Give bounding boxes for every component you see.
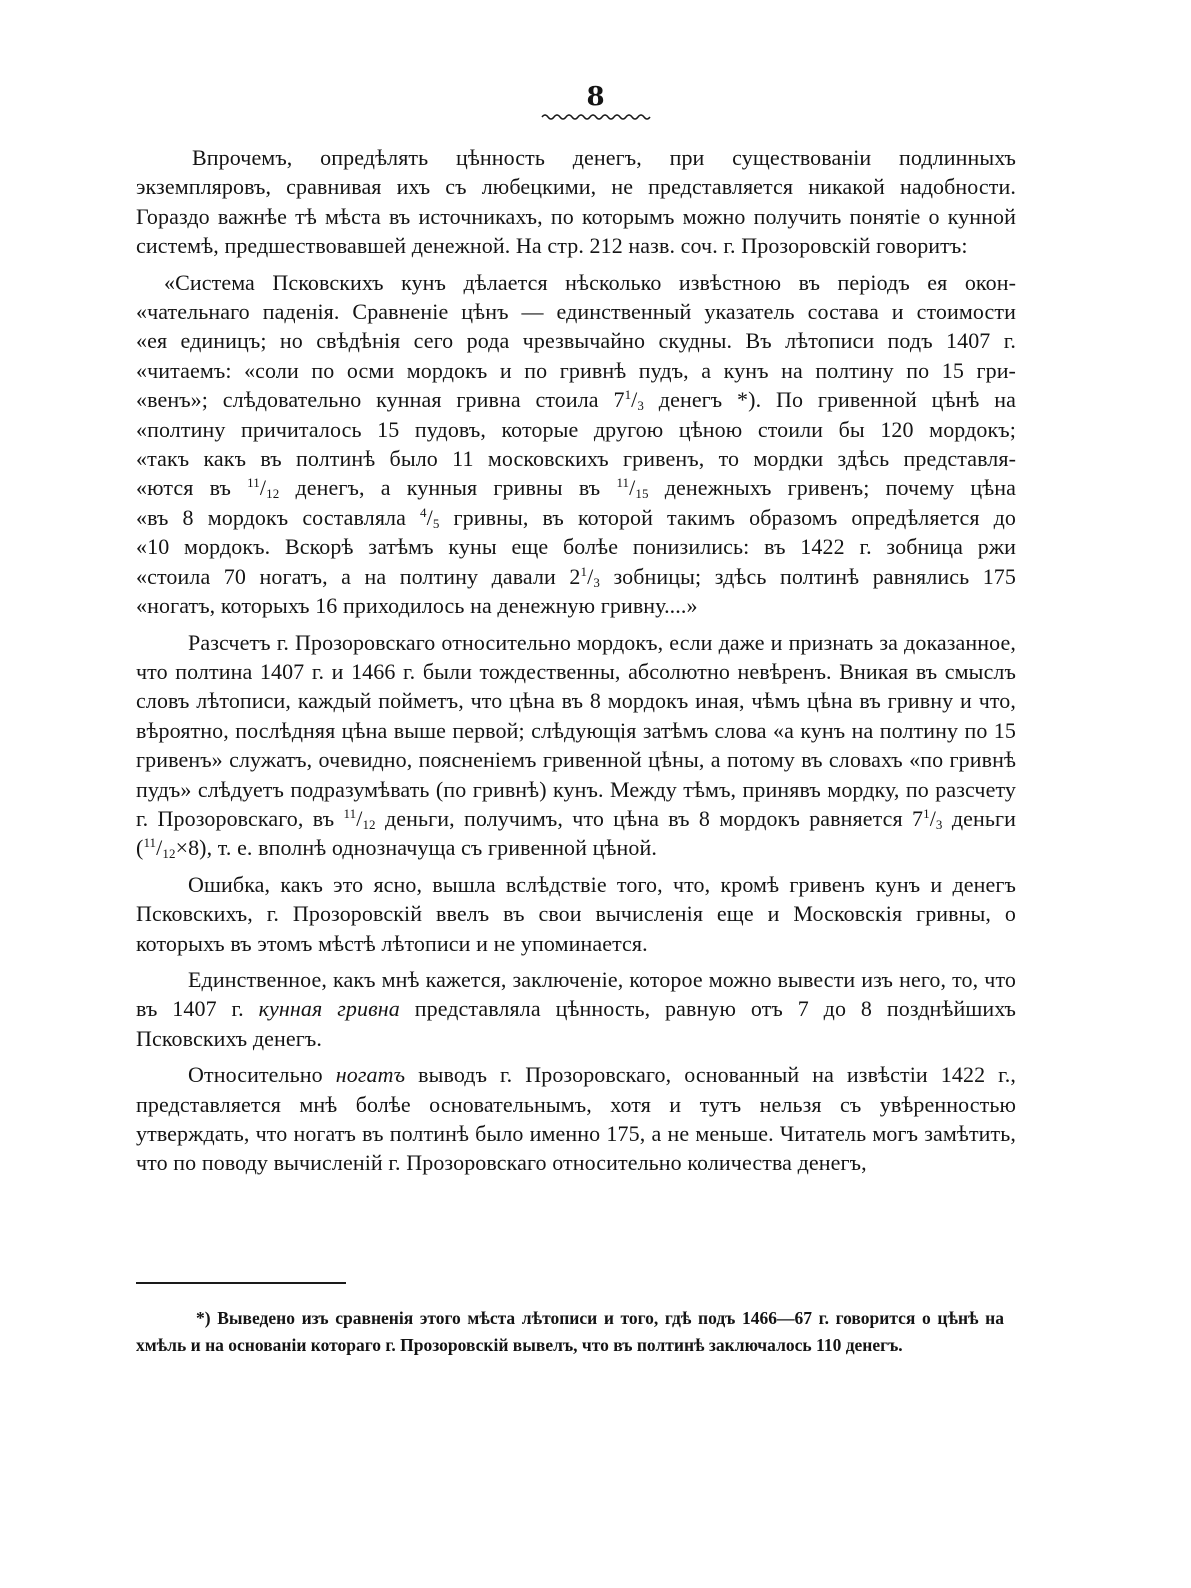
fraction-denominator: 3 <box>935 816 943 832</box>
paragraph-text: ×8), т. е. вполнѣ однозначуща съ гривенной цѣной. <box>175 835 658 861</box>
quote-text: «въ 8 мордокъ составляла <box>136 504 406 530</box>
quote-line: «венъ»; слѣдовательно кунная гривна стоила $7^1/_3$ денегъ *). По гривенной цѣнѣ на <box>136 387 1016 414</box>
quote-text: денежныхъ гривенъ; почему цѣна <box>664 475 1017 501</box>
paragraph-1: Впрочемъ, опредѣлять цѣнность денегъ, при существованіи подлинныхъ экземпляровъ, сравнивая ихъ съ любецкими, не представляется никакой надобности. Гораздо важнѣе тѣ мѣста въ источникахъ, по которымъ можно получить понятіе о кунной системѣ, предшествовавшей денежной. На стр. 212 назв. соч. г. Прозоровскій говоритъ: <box>136 145 1016 259</box>
fraction-numerator: 1 <box>580 563 588 579</box>
block-quote <box>136 268 1016 621</box>
fraction-numerator: 1 <box>624 387 632 403</box>
quote-text: «стоила 70 ногатъ, а на полтину давали 2 <box>136 563 581 589</box>
emphasis-text: ногатъ <box>335 1062 406 1088</box>
fraction-denominator: 3 <box>637 398 644 414</box>
paragraph-2: Разсчетъ г. Прозоровскаго относительно мордокъ, если даже и признать за доказанное, что полтина 1407 г. и 1466 г. были тождественны, абсолютно невѣренъ. Вникая въ смыслъ словъ лѣтописи, каждый пойметъ, что цѣна въ 8 мордокъ иная, чѣмъ цѣна въ гривну и что, вѣроятно, послѣдняя цѣна выше первой; слѣдующія затѣмъ слова «а кунъ на полтину по 15 гривенъ» служатъ, очевидно, поясненіемъ гривенной цѣны, а потому въ словахъ «по гривнѣ пудъ» слѣдуетъ подразумѣвать (по гривнѣ) кунъ. Между тѣмъ, принявъ мордку, по разсчету г. Прозоровскаго, въ $^{11}/_{12}$ деньги, получимъ, что цѣна въ 8 мордокъ равняется $7^1/_3$ деньги $(^{11}/_{12}\times 8)$, т. е. вполнѣ однозначуща съ гривенной цѣной. <box>136 629 1016 862</box>
quote-line: «ея единицъ; но свѣдѣнія сего рода чрезвычайно скудны. Въ лѣтописи подъ 1407 г. <box>136 328 1016 354</box>
fraction-numerator: 11 <box>143 835 157 851</box>
paragraph-4 <box>136 965 1016 1053</box>
fraction-numerator: 11 <box>616 475 630 491</box>
quote-text: гривны, въ которой такимъ образомъ опредѣляется до <box>453 504 1016 530</box>
page-header <box>0 82 1191 122</box>
quote-line: «Система Псковскихъ кунъ дѣлается нѣсколько извѣстною въ періодъ ея окон- <box>164 269 1016 295</box>
quote-line: «ются въ $^{11}/_{12}$ денегъ, а кунныя гривны въ $^{11}/_{15}$ денежныхъ гривенъ; почему цѣна <box>136 475 1017 502</box>
fraction-numerator: 4 <box>420 504 427 520</box>
quote-text: денегъ *). По гривенной цѣнѣ на <box>658 387 1016 413</box>
quote-line: «10 мордокъ. Вскорѣ затѣмъ куны еще болѣе понизились: въ 1422 г. зобница ржи <box>136 534 1016 560</box>
paragraph-text: деньги ( <box>136 805 1016 861</box>
fraction-denominator: 12 <box>362 816 376 832</box>
paragraph-text: Единственное, какъ мнѣ кажется, заключеніе, которое можно вывести изъ него, то, что въ 1407 г. <box>136 966 1016 1022</box>
quote-line: «полтину причиталось 15 пудовъ, которые другою цѣною стоили бы 120 мордокъ; <box>136 416 1016 442</box>
wavy-ornament-icon <box>540 112 652 122</box>
paragraph-text: представляла цѣнность, равную отъ 7 до 8 позднѣйшихъ Псковскихъ денегъ. <box>136 996 1016 1051</box>
body-text <box>136 143 1016 1185</box>
footnote: *) Выведено изъ сравненія этого мѣста лѣтописи и того, гдѣ подъ 1466—67 г. говорится о цѣнѣ на хмѣль и на основаніи котораго г. Прозоровскій вывелъ, что въ полтинѣ заключалось 110 денегъ. <box>136 1308 1004 1355</box>
paragraph-text: Относительно <box>188 1062 323 1088</box>
paragraph-3: Ошибка, какъ это ясно, вышла вслѣдствіе того, что, кромѣ гривенъ кунъ и денегъ Псковскихъ, г. Прозоровскій ввелъ въ свои вычисленія еще и Московскія гривны, о которыхъ въ этомъ мѣстѣ лѣтописи и не упоминается. <box>136 871 1016 956</box>
quote-text: денегъ, а кунныя гривны въ <box>295 475 601 501</box>
page-number: 8 <box>586 82 605 112</box>
fraction-denominator: 3 <box>593 574 600 590</box>
quote-line: «такъ какъ въ полтинѣ было 11 московскихъ гривенъ, то мордки здѣсь представля- <box>136 446 1016 472</box>
quote-line: «ногатъ, которыхъ 16 приходилось на денежную гривну....» <box>136 593 698 619</box>
quote-line: «въ 8 мордокъ составляла $^4/_5$ гривны, въ которой такимъ образомъ опредѣляется до <box>136 504 1016 531</box>
quote-line: «чательнаго паденія. Сравненіе цѣнъ — единственный указатель состава и стоимости <box>136 299 1016 325</box>
fraction-numerator: 11 <box>343 805 357 821</box>
quote-text: «ются въ <box>136 475 231 501</box>
fraction-denominator: 12 <box>266 486 280 502</box>
emphasis-text: кунная гривна <box>258 996 400 1022</box>
quote-text: зобницы; здѣсь полтинѣ равнялись 175 <box>613 563 1016 589</box>
fraction-denominator: 5 <box>432 515 440 531</box>
quote-text: «венъ»; слѣдовательно кунная гривна стоила 7 <box>136 387 625 413</box>
fraction-denominator: 15 <box>635 486 649 502</box>
fraction-numerator: 11 <box>247 475 260 491</box>
fraction-denominator: 12 <box>162 846 176 862</box>
paragraph-5 <box>136 1060 1016 1178</box>
paragraph-text: Разсчетъ г. Прозоровскаго относительно мордокъ, если даже и признать за доказанное, что полтина 1407 г. и 1466 г. были тождественны, абсолютно невѣренъ. Вникая въ смыслъ словъ лѣтописи, каждый пойметъ, что цѣна въ 8 мордокъ иная, чѣмъ цѣна въ гривну и что, вѣроятно, послѣдняя цѣна выше первой; слѣдующія затѣмъ слова «а кунъ на полтину по 15 гривенъ» служатъ, очевидно, поясненіемъ гривенной цѣны, а потому въ словахъ «по гривнѣ пудъ» слѣдуетъ подразумѣвать (по гривнѣ) кунъ. Между тѣмъ, принявъ мордку, по разсчету г. Прозоровскаго, въ <box>136 629 1016 831</box>
footnote-divider <box>136 1282 346 1284</box>
quote-line: «стоила 70 ногатъ, а на полтину давали $2^1/_3$ зобницы; здѣсь полтинѣ равнялись 175 <box>136 563 1016 590</box>
paragraph-text: выводъ г. Прозоровскаго, основанный на извѣстіи 1422 г., представляется мнѣ болѣе основательнымъ, хотя и тутъ нельзя съ увѣренностью утверждать, что ногатъ въ полтинѣ было именно 175, а не меньше. Читатель могъ замѣтить, что по поводу вычисленій г. Прозоровскаго относительно количества денегъ, <box>136 1062 1016 1176</box>
paragraph-text: деньги, получимъ, что цѣна въ 8 мордокъ равняется 7 <box>384 805 924 831</box>
fraction-numerator: 1 <box>923 805 930 821</box>
quote-line: «читаемъ: «соли по осми мордокъ и по гривнѣ пудъ, а кунъ на полтину по 15 гри- <box>136 357 1016 383</box>
